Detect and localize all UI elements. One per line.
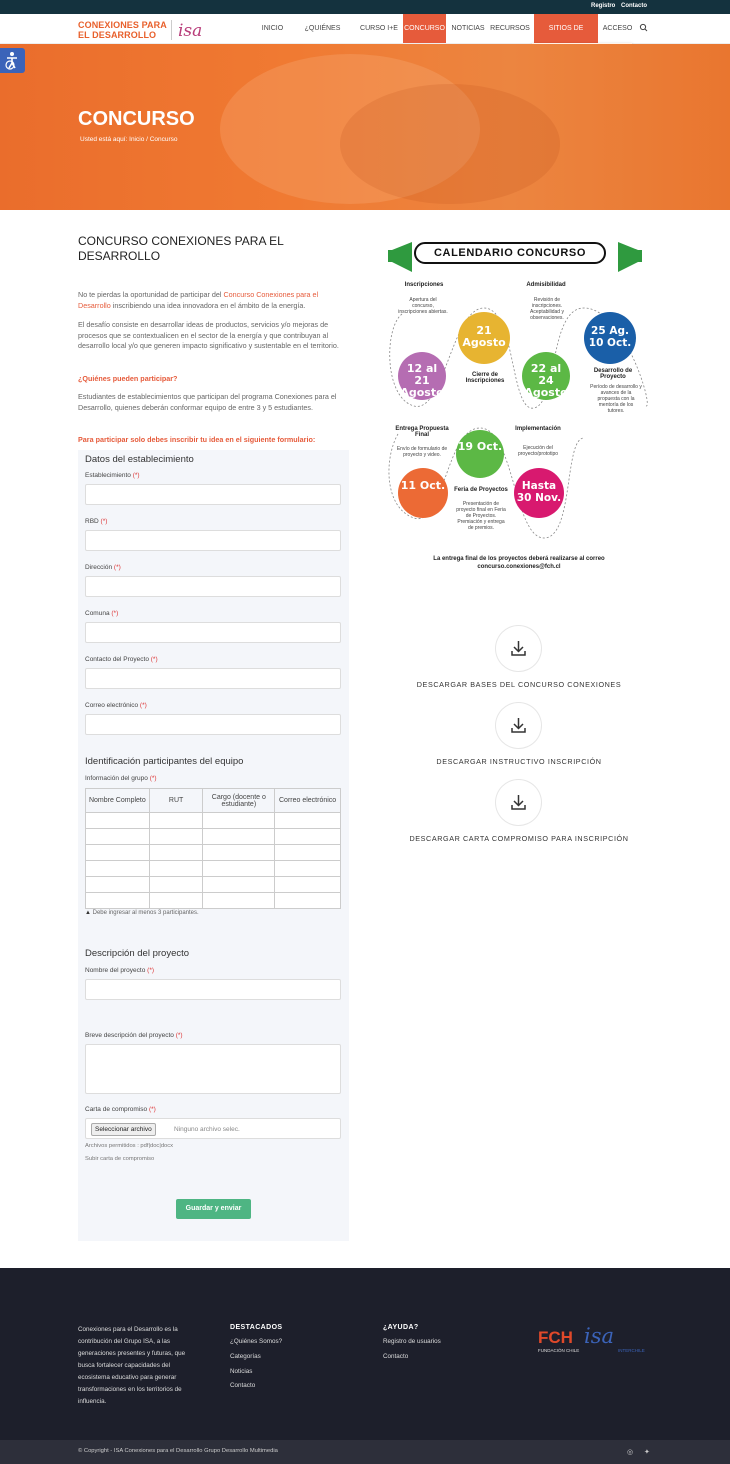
table-cell-input[interactable] bbox=[275, 813, 341, 829]
direccion-input[interactable] bbox=[85, 576, 341, 597]
handshake-shadow bbox=[340, 84, 560, 204]
top-link-registro[interactable]: Registro bbox=[591, 3, 616, 9]
footer-link-categorias[interactable]: Categorías bbox=[230, 1353, 261, 1360]
label-nombre-proyecto: Nombre del proyecto (*) bbox=[85, 967, 155, 974]
table-note: ▲ Debe ingresar al menos 3 participantes. bbox=[85, 910, 199, 916]
form-section-participantes: Identificación participantes del equipo bbox=[85, 756, 244, 767]
instagram-icon[interactable]: ◎ bbox=[627, 1449, 634, 1456]
nav-acceso[interactable]: ACCESO bbox=[602, 25, 633, 32]
table-row bbox=[86, 829, 341, 845]
desc-desarrollo: Período de desarrollo y avances de la propuesta con la mentoría de los tutores. bbox=[590, 384, 642, 414]
fch-logo: FCH bbox=[538, 1328, 573, 1347]
table-cell-input[interactable] bbox=[86, 829, 150, 845]
megaphone-left-icon bbox=[388, 240, 418, 274]
logo-line-1: CONEXIONES PARA bbox=[78, 20, 167, 30]
nav-concurso[interactable]: CONCURSO bbox=[403, 14, 446, 43]
date-11-oct: 11 Oct. bbox=[398, 468, 448, 518]
nav-recursos[interactable]: RECURSOS bbox=[490, 25, 530, 32]
calendar-footnote: La entrega final de los proyectos deberá realizarse al correo bbox=[433, 556, 605, 562]
label-desarrollo: Desarrollo de Proyecto bbox=[593, 368, 633, 380]
th-rut: RUT bbox=[149, 789, 203, 813]
label-contacto: Contacto del Proyecto (*) bbox=[85, 656, 158, 663]
date-25ag-10oct: 25 Ag. 10 Oct. bbox=[584, 312, 636, 364]
calendar-email[interactable]: concurso.conexiones@fch.cl bbox=[477, 564, 561, 570]
desc-admisibilidad: Revisión de inscripciones. Aceptabilidad y observaciones. bbox=[530, 297, 564, 321]
table-cell-input[interactable] bbox=[275, 845, 341, 861]
correo-input[interactable] bbox=[85, 714, 341, 735]
descripcion-textarea[interactable] bbox=[85, 1044, 341, 1094]
contacto-input[interactable] bbox=[85, 668, 341, 689]
date-hasta-30-nov: Hasta 30 Nov. bbox=[514, 468, 564, 518]
form-section-establecimiento: Datos del establecimiento bbox=[85, 454, 194, 465]
nav-quienes-somos[interactable]: ¿QUIÉNES bbox=[304, 25, 341, 32]
nav-noticias[interactable]: NOTICIAS bbox=[451, 25, 485, 32]
date-22-24-agosto: 22 al 24 Agosto bbox=[522, 352, 570, 400]
search-icon[interactable] bbox=[637, 14, 651, 43]
twitter-icon[interactable]: ✦ bbox=[644, 1449, 650, 1456]
label-informacion-grupo: Información del grupo (*) bbox=[85, 775, 157, 782]
footer-link-contacto-ayuda[interactable]: Contacto bbox=[383, 1353, 409, 1360]
file-status-text: Ninguno archivo selec. bbox=[174, 1126, 240, 1133]
accessibility-icon bbox=[0, 48, 25, 73]
table-row bbox=[86, 861, 341, 877]
desc-inscripciones: Apertura del concurso, inscripciones abiertas. bbox=[398, 297, 448, 315]
footer-link-quienes[interactable]: ¿Quiénes Somos? bbox=[230, 1338, 283, 1345]
isa-footer-logo: isa bbox=[584, 1324, 615, 1348]
footer-bottom-bar bbox=[0, 1440, 730, 1464]
table-cell-input[interactable] bbox=[275, 877, 341, 893]
label-inscripciones: Inscripciones bbox=[404, 282, 444, 288]
th-correo: Correo electrónico bbox=[275, 789, 341, 813]
section-title: CONCURSO CONEXIONES PARA EL DESARROLLO bbox=[78, 234, 284, 263]
download-bases-label[interactable]: DESCARGAR BASES DEL CONCURSO CONEXIONES bbox=[416, 680, 622, 689]
table-cell-input[interactable] bbox=[149, 893, 203, 909]
label-comuna: Comuna (*) bbox=[85, 610, 119, 617]
desc-feria: Presentación de proyecto final en Feria de Proyectos. Premiación y entrega de premios. bbox=[456, 501, 506, 531]
intro-paragraph-2: El desafío consiste en desarrollar ideas de productos, servicios y/o mejoras de procesos que se contextualicen en el sector de la energía y que contribuyan al desarrollo local y/o que generen impacto significativo y sustentable en el territorio. bbox=[78, 320, 339, 350]
table-row bbox=[86, 877, 341, 893]
download-carta-label[interactable]: DESCARGAR CARTA COMPROMISO PARA INSCRIPCIÓN bbox=[409, 834, 629, 843]
megaphone-right-icon bbox=[612, 240, 642, 274]
table-cell-input[interactable] bbox=[275, 861, 341, 877]
registration-form bbox=[78, 450, 349, 1241]
top-bar bbox=[0, 0, 730, 14]
calendar-infographic bbox=[384, 238, 654, 578]
label-admisibilidad: Admisibilidad bbox=[526, 282, 566, 288]
download-bases-button[interactable] bbox=[496, 626, 541, 671]
table-cell-input[interactable] bbox=[203, 861, 275, 877]
label-carta: Carta de compromiso (*) bbox=[85, 1106, 156, 1113]
table-cell-input[interactable] bbox=[149, 813, 203, 829]
label-descripcion: Breve descripción del proyecto (*) bbox=[85, 1032, 183, 1039]
top-link-contacto[interactable]: Contacto bbox=[621, 3, 647, 9]
table-cell-input[interactable] bbox=[203, 829, 275, 845]
page-title: CONCURSO bbox=[78, 108, 195, 130]
footer-link-noticias[interactable]: Noticias bbox=[230, 1368, 253, 1375]
who-can-participate-heading: ¿Quiénes pueden participar? bbox=[78, 374, 178, 383]
footer-about: Conexiones para el Desarrollo es la contribución del Grupo ISA, a las generaciones presentes y futuras, que busca fortalecer capacidades del ecosistema educativo para generar transformaciones en los territorios de influencia. bbox=[78, 1326, 186, 1405]
submit-button[interactable]: Guardar y enviar bbox=[176, 1199, 251, 1219]
logo-divider bbox=[171, 20, 172, 40]
download-carta-button[interactable] bbox=[496, 780, 541, 825]
form-cta: Para participar solo debes inscribir tu idea en el siguiente formulario: bbox=[78, 435, 316, 444]
desc-implementacion: Ejecución del proyecto/prototipo bbox=[517, 445, 559, 457]
file-select-button[interactable]: Seleccionar archivo bbox=[91, 1123, 156, 1136]
hero-banner bbox=[0, 44, 730, 210]
table-cell-input[interactable] bbox=[86, 845, 150, 861]
download-instructivo-button[interactable] bbox=[496, 703, 541, 748]
site-logo[interactable] bbox=[78, 20, 248, 42]
breadcrumb[interactable]: Usted está aquí: Inicio / Concurso bbox=[80, 136, 178, 143]
file-allowed-text: Archivos permitidos : pdf|doc|docx bbox=[85, 1143, 174, 1149]
table-cell-input[interactable] bbox=[203, 877, 275, 893]
table-row bbox=[86, 813, 341, 829]
intro-paragraph-1: No te pierdas la oportunidad de participar del Concurso Conexiones para el Desarrollo inscribiendo una idea innovadora en el ámbito de la energía. bbox=[78, 290, 319, 310]
table-cell-input[interactable] bbox=[275, 893, 341, 909]
footer-partner-logos bbox=[538, 1324, 658, 1358]
copyright-text: © Copyright - ISA Conexiones para el Desarrollo Grupo Desarrollo Multimedia bbox=[78, 1448, 278, 1454]
table-cell-input[interactable] bbox=[203, 893, 275, 909]
label-correo: Correo electrónico (*) bbox=[85, 702, 147, 709]
label-cierre: Cierre de Inscripciones bbox=[465, 372, 505, 384]
intro-paragraph-3: Estudiantes de establecimientos que participan del programa Conexiones para el Desarrollo, quienes deberán conformar equipo de entre 3 y 5 estudiantes. bbox=[78, 392, 337, 412]
date-19-oct: 19 Oct. bbox=[456, 430, 504, 478]
footer-link-registro[interactable]: Registro de usuarios bbox=[383, 1338, 441, 1345]
form-section-descripcion: Descripción del proyecto bbox=[85, 948, 190, 959]
label-direccion: Dirección (*) bbox=[85, 564, 121, 571]
table-cell-input[interactable] bbox=[203, 845, 275, 861]
table-cell-input[interactable] bbox=[86, 813, 150, 829]
table-cell-input[interactable] bbox=[86, 877, 150, 893]
th-nombre: Nombre Completo bbox=[86, 789, 150, 813]
label-implementacion: Implementación bbox=[515, 426, 561, 432]
participants-table bbox=[85, 788, 341, 909]
footer-destacados-title: DESTACADOS bbox=[230, 1324, 283, 1331]
nav-sitios-de-interes[interactable]: SITIOS DE bbox=[534, 14, 598, 43]
table-cell-input[interactable] bbox=[149, 845, 203, 861]
calendar-title: CALENDARIO CONCURSO bbox=[414, 242, 606, 264]
rbd-input[interactable] bbox=[85, 530, 341, 551]
table-cell-input[interactable] bbox=[149, 829, 203, 845]
carta-file-input[interactable] bbox=[85, 1118, 341, 1139]
table-header-row bbox=[86, 789, 341, 813]
nombre-proyecto-input[interactable] bbox=[85, 979, 341, 1000]
footer-link-contacto[interactable]: Contacto bbox=[230, 1382, 256, 1389]
fch-logo-subtitle: FUNDACIÓN CHILE bbox=[538, 1348, 580, 1353]
warning-icon: ▲ bbox=[85, 910, 91, 916]
download-instructivo-label[interactable]: DESCARGAR INSTRUCTIVO INSCRIPCIÓN bbox=[436, 757, 602, 766]
table-cell-input[interactable] bbox=[275, 829, 341, 845]
label-rbd: RBD (*) bbox=[85, 518, 108, 525]
table-cell-input[interactable] bbox=[203, 813, 275, 829]
table-cell-input[interactable] bbox=[149, 877, 203, 893]
isa-logo-mark: isa bbox=[178, 21, 203, 41]
isa-footer-subtitle: INTERCHILE bbox=[618, 1348, 645, 1353]
nav-inicio[interactable]: INICIO bbox=[261, 25, 284, 32]
nav-curso[interactable]: CURSO I+E bbox=[360, 25, 398, 32]
table-cell-input[interactable] bbox=[86, 893, 150, 909]
table-row bbox=[86, 845, 341, 861]
date-21-agosto: 21 Agosto bbox=[458, 312, 510, 364]
table-row bbox=[86, 893, 341, 909]
label-entrega: Entrega Propuesta Final bbox=[395, 426, 449, 438]
table-cell-input[interactable] bbox=[86, 861, 150, 877]
logo-line-2: EL DESARROLLO bbox=[78, 30, 157, 40]
comuna-input[interactable] bbox=[85, 622, 341, 643]
th-cargo: Cargo (docente o estudiante) bbox=[203, 789, 275, 813]
desc-entrega: Envío de formulario de proyecto y video. bbox=[396, 446, 448, 458]
download-icon bbox=[496, 703, 541, 748]
footer-ayuda-title: ¿AYUDA? bbox=[383, 1324, 419, 1331]
download-icon bbox=[496, 626, 541, 671]
date-12-21-agosto: 12 al 21 Agosto bbox=[398, 352, 446, 400]
establecimiento-input[interactable] bbox=[85, 484, 341, 505]
site-footer bbox=[0, 1268, 730, 1440]
label-establecimiento: Establecimiento (*) bbox=[85, 472, 140, 479]
table-cell-input[interactable] bbox=[149, 861, 203, 877]
label-feria: Feria de Proyectos bbox=[454, 487, 508, 493]
concurso-link[interactable]: Concurso Conexiones para el Desarrollo bbox=[78, 290, 319, 310]
accessibility-button[interactable] bbox=[0, 48, 25, 73]
site-header bbox=[0, 14, 730, 44]
download-icon bbox=[496, 780, 541, 825]
file-hint-text: Subir carta de compromiso bbox=[85, 1156, 155, 1162]
